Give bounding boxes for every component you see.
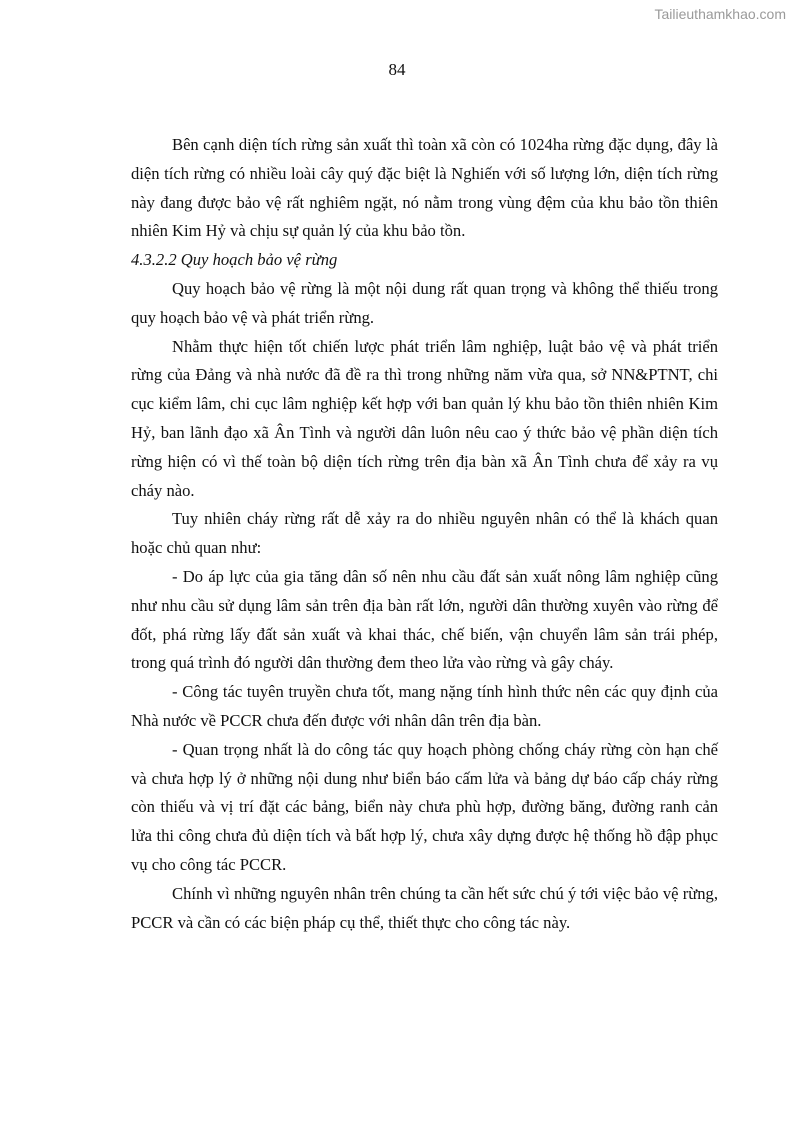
paragraph-special-use-forest: Bên cạnh diện tích rừng sản xuất thì toàn xã còn có 1024ha rừng đặc dụng, đây là diện tích rừng có nhiều loài cây quý đặc biệt là Nghiến với số lượng lớn, diện tích rừng này đang được bảo vệ rất nghiêm ngặt, nó nằm trong vùng đệm của khu bảo tồn thiên nhiên Kim Hỷ và chịu sự quản lý của khu bảo tồn.: [131, 135, 718, 241]
paragraph-cause-propaganda: - Công tác tuyên truyền chưa tốt, mang nặng tính hình thức nên các quy định của Nhà nước về PCCR chưa đến được với nhân dân trên địa bàn.: [131, 682, 718, 730]
section-heading: 4.3.2.2 Quy hoạch bảo vệ rừng: [131, 250, 338, 270]
paragraph-fire-causes-intro: Tuy nhiên cháy rừng rất dễ xảy ra do nhiều nguyên nhân có thể là khách quan hoặc chủ quan như:: [131, 509, 718, 558]
paragraph-strategy: Nhằm thực hiện tốt chiến lược phát triển lâm nghiệp, luật bảo vệ và phát triển rừng của Đảng và nhà nước đã đề ra thì trong những năm vừa qua, sở NN&PTNT, chi cục kiểm lâm, chi cục lâm nghiệp kết hợp với ban quản lý khu bảo tồn thiên nhiên Kim Hỷ, ban lãnh đạo xã Ân Tình và người dân luôn nêu cao ý thức bảo vệ phần diện tích rừng hiện có vì thế toàn bộ diện tích rừng trên địa bàn xã Ân Tình chưa để xảy ra vụ cháy nào.: [131, 336, 718, 500]
page-number: 84: [388, 60, 406, 79]
paragraph-cause-planning: - Quan trọng nhất là do công tác quy hoạch phòng chống cháy rừng còn hạn chế và chưa hợp lý ở những nội dung như biển báo cấm lửa và bảng dự báo cấp cháy rừng còn thiếu và vị trí đặt các bảng, biển này chưa phù hợp, đường băng, đường ranh cản lửa thi công chưa đủ diện tích và bất hợp lý, chưa xây dựng được hệ thống hồ đập phục vụ cho công tác PCCR.: [131, 739, 718, 874]
document-body: [131, 131, 718, 937]
watermark-text: Tailieuthamkhao.com: [654, 6, 786, 22]
paragraph-conclusion: Chính vì những nguyên nhân trên chúng ta cần hết sức chú ý tới việc bảo vệ rừng, PCCR và cần có các biện pháp cụ thể, thiết thực cho công tác này.: [131, 883, 718, 932]
paragraph-cause-population: - Do áp lực của gia tăng dân số nên nhu cầu đất sản xuất nông lâm nghiệp cũng như nhu cầu sử dụng lâm sản trên địa bàn rất lớn, người dân thường xuyên vào rừng để đốt, phá rừng lấy đất sản xuất và khai thác, chế biến, vận chuyển lâm sản trái phép, trong quá trình đó người dân thường đem theo lửa vào rừng và gây cháy.: [131, 566, 718, 673]
paragraph-protection-planning: Quy hoạch bảo vệ rừng là một nội dung rất quan trọng và không thể thiếu trong quy hoạch bảo vệ và phát triển rừng.: [131, 278, 718, 327]
